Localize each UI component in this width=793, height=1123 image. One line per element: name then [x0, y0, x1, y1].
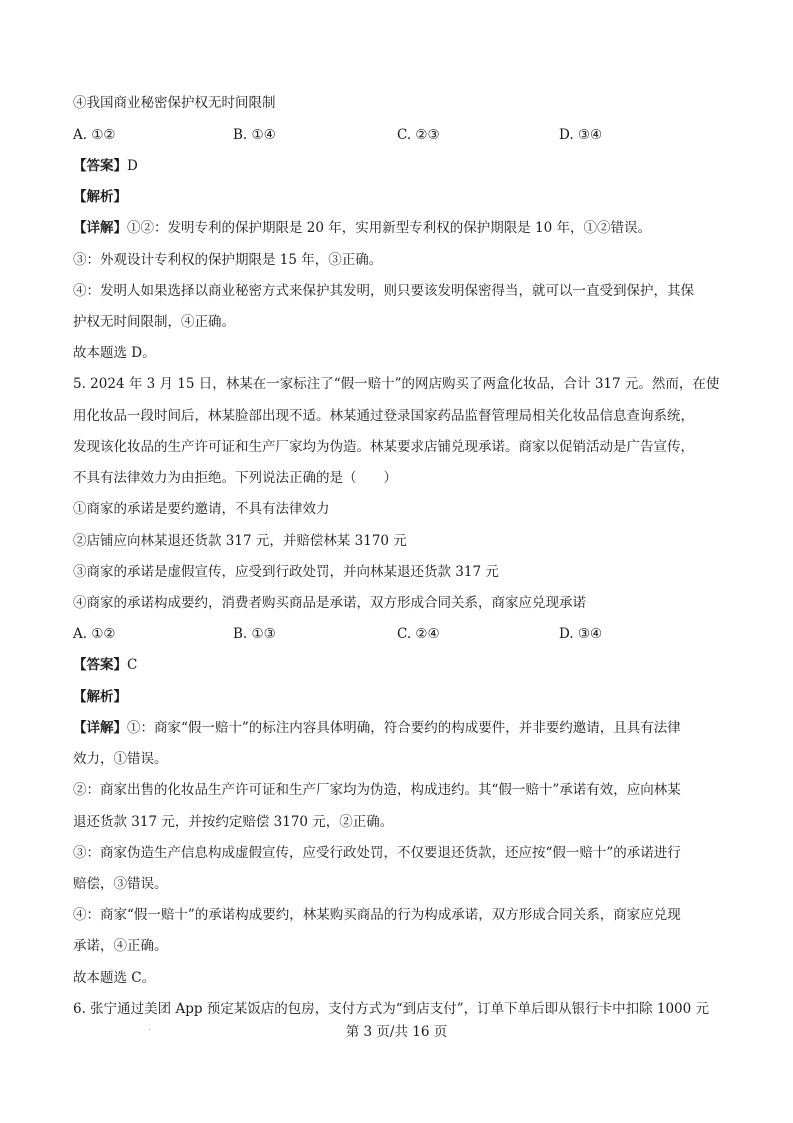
q4-detail-line: ③：外观设计专利权的保护期限是 15 年，③正确。 [73, 252, 383, 268]
q5-statement-2: ②店铺应向林某退还货款 317 元，并赔偿林某 3170 元 [73, 533, 407, 549]
q5-detail-line: ④：商家“假一赔十”的承诺构成要约，林某购买商品的行为构成承诺，双方形成合同关系，商家应兑现 [73, 907, 681, 923]
q5-analysis-heading: 【解析】 [73, 689, 127, 705]
q5-detail-line: ②：商家出售的化妆品生产许可证和生产厂家均为伪造，构成违约。其“假一赔十”承诺有效，应向林某 [73, 782, 681, 798]
q5-statement-3: ③商家的承诺是虚假宣传，应受到行政处罚，并向林某退还货款 317 元 [73, 564, 499, 580]
q5-options [73, 624, 713, 644]
q5-detail-line: 效力，①错误。 [73, 751, 168, 767]
answer-tag: 【答案】 [73, 657, 127, 673]
q5-detail-line: 退还货款 317 元，并按约定赔偿 3170 元，②正确。 [73, 814, 394, 830]
q5-option-b: B. ①③ [233, 626, 276, 642]
q5-option-d: D. ③④ [559, 626, 603, 642]
q4-detail-line [73, 218, 651, 238]
q5-statement-1: ①商家的承诺是要约邀请，不具有法律效力 [73, 501, 330, 517]
q4-options [73, 125, 713, 145]
q6-stem-start: 6. 张宁通过美团 App 预定某饭店的包房，支付方式为“到店支付”，订单下单后即从银行卡中扣除 1000 元 [73, 1001, 710, 1017]
answer-value: D [127, 158, 138, 174]
detail-tag: 【详解】 [73, 720, 127, 736]
q4-statement-4: ④我国商业秘密保护权无时间限制 [73, 95, 276, 111]
q4-option-a: A. ①② [73, 127, 116, 143]
q5-option-a: A. ①② [73, 626, 116, 642]
q5-stem-line: 发现该化妆品的生产许可证和生产厂家均为伪造。林某要求店铺兑现承诺。商家以促销活动是广告宣传， [73, 439, 694, 455]
q5-detail-line: 承诺，④正确。 [73, 938, 168, 954]
detail-text: ①：商家“假一赔十”的标注内容具体明确，符合要约的构成要件，并非要约邀请，且具有法律 [127, 720, 681, 736]
q5-stem-line: 不具有法律效力为由拒绝。下列说法正确的是（ ） [73, 470, 397, 486]
q4-option-b: B. ①④ [233, 127, 276, 143]
q5-option-c: C. ②④ [397, 626, 440, 642]
q5-detail-line: 赔偿，③错误。 [73, 876, 168, 892]
scan-mark: . [148, 1022, 152, 1033]
q4-option-c: C. ②③ [397, 127, 440, 143]
answer-tag: 【答案】 [73, 158, 127, 174]
q5-answer [73, 655, 137, 675]
q4-detail-line: 护权无时间限制，④正确。 [73, 314, 235, 330]
q4-answer [73, 156, 138, 176]
answer-value: C [127, 657, 138, 673]
q4-option-d: D. ③④ [559, 127, 603, 143]
q4-analysis-heading: 【解析】 [73, 189, 127, 205]
q4-conclusion: 故本题选 D。 [73, 345, 156, 361]
q5-detail-line: ③：商家伪造生产信息构成虚假宣传，应受行政处罚，不仅要退还货款，还应按“假一赔十”的承诺进行 [73, 845, 681, 861]
q5-conclusion: 故本题选 C。 [73, 970, 156, 986]
q5-statement-4: ④商家的承诺构成要约，消费者购买商品是承诺，双方形成合同关系，商家应兑现承诺 [73, 595, 586, 611]
page-footer: 第 3 页/共 16 页 [345, 1024, 448, 1040]
detail-text: ①②：发明专利的保护期限是 20 年，实用新型专利权的保护期限是 10 年，①②错误。 [127, 220, 652, 236]
detail-tag: 【详解】 [73, 220, 127, 236]
q4-detail-line: ④：发明人如果选择以商业秘密方式来保护其发明，则只要该发明保密得当，就可以一直受到保护，其保 [73, 283, 694, 299]
q5-stem-line: 用化妆品一段时间后，林某脸部出现不适。林某通过登录国家药品监督管理局相关化妆品信息查询系统， [73, 408, 694, 424]
q5-detail-line [73, 718, 681, 738]
q5-stem-line: 5. 2024 年 3 月 15 日，林某在一家标注了“假一赔十”的网店购买了两盒化妆品，合计 317 元。然而，在使 [73, 376, 720, 392]
